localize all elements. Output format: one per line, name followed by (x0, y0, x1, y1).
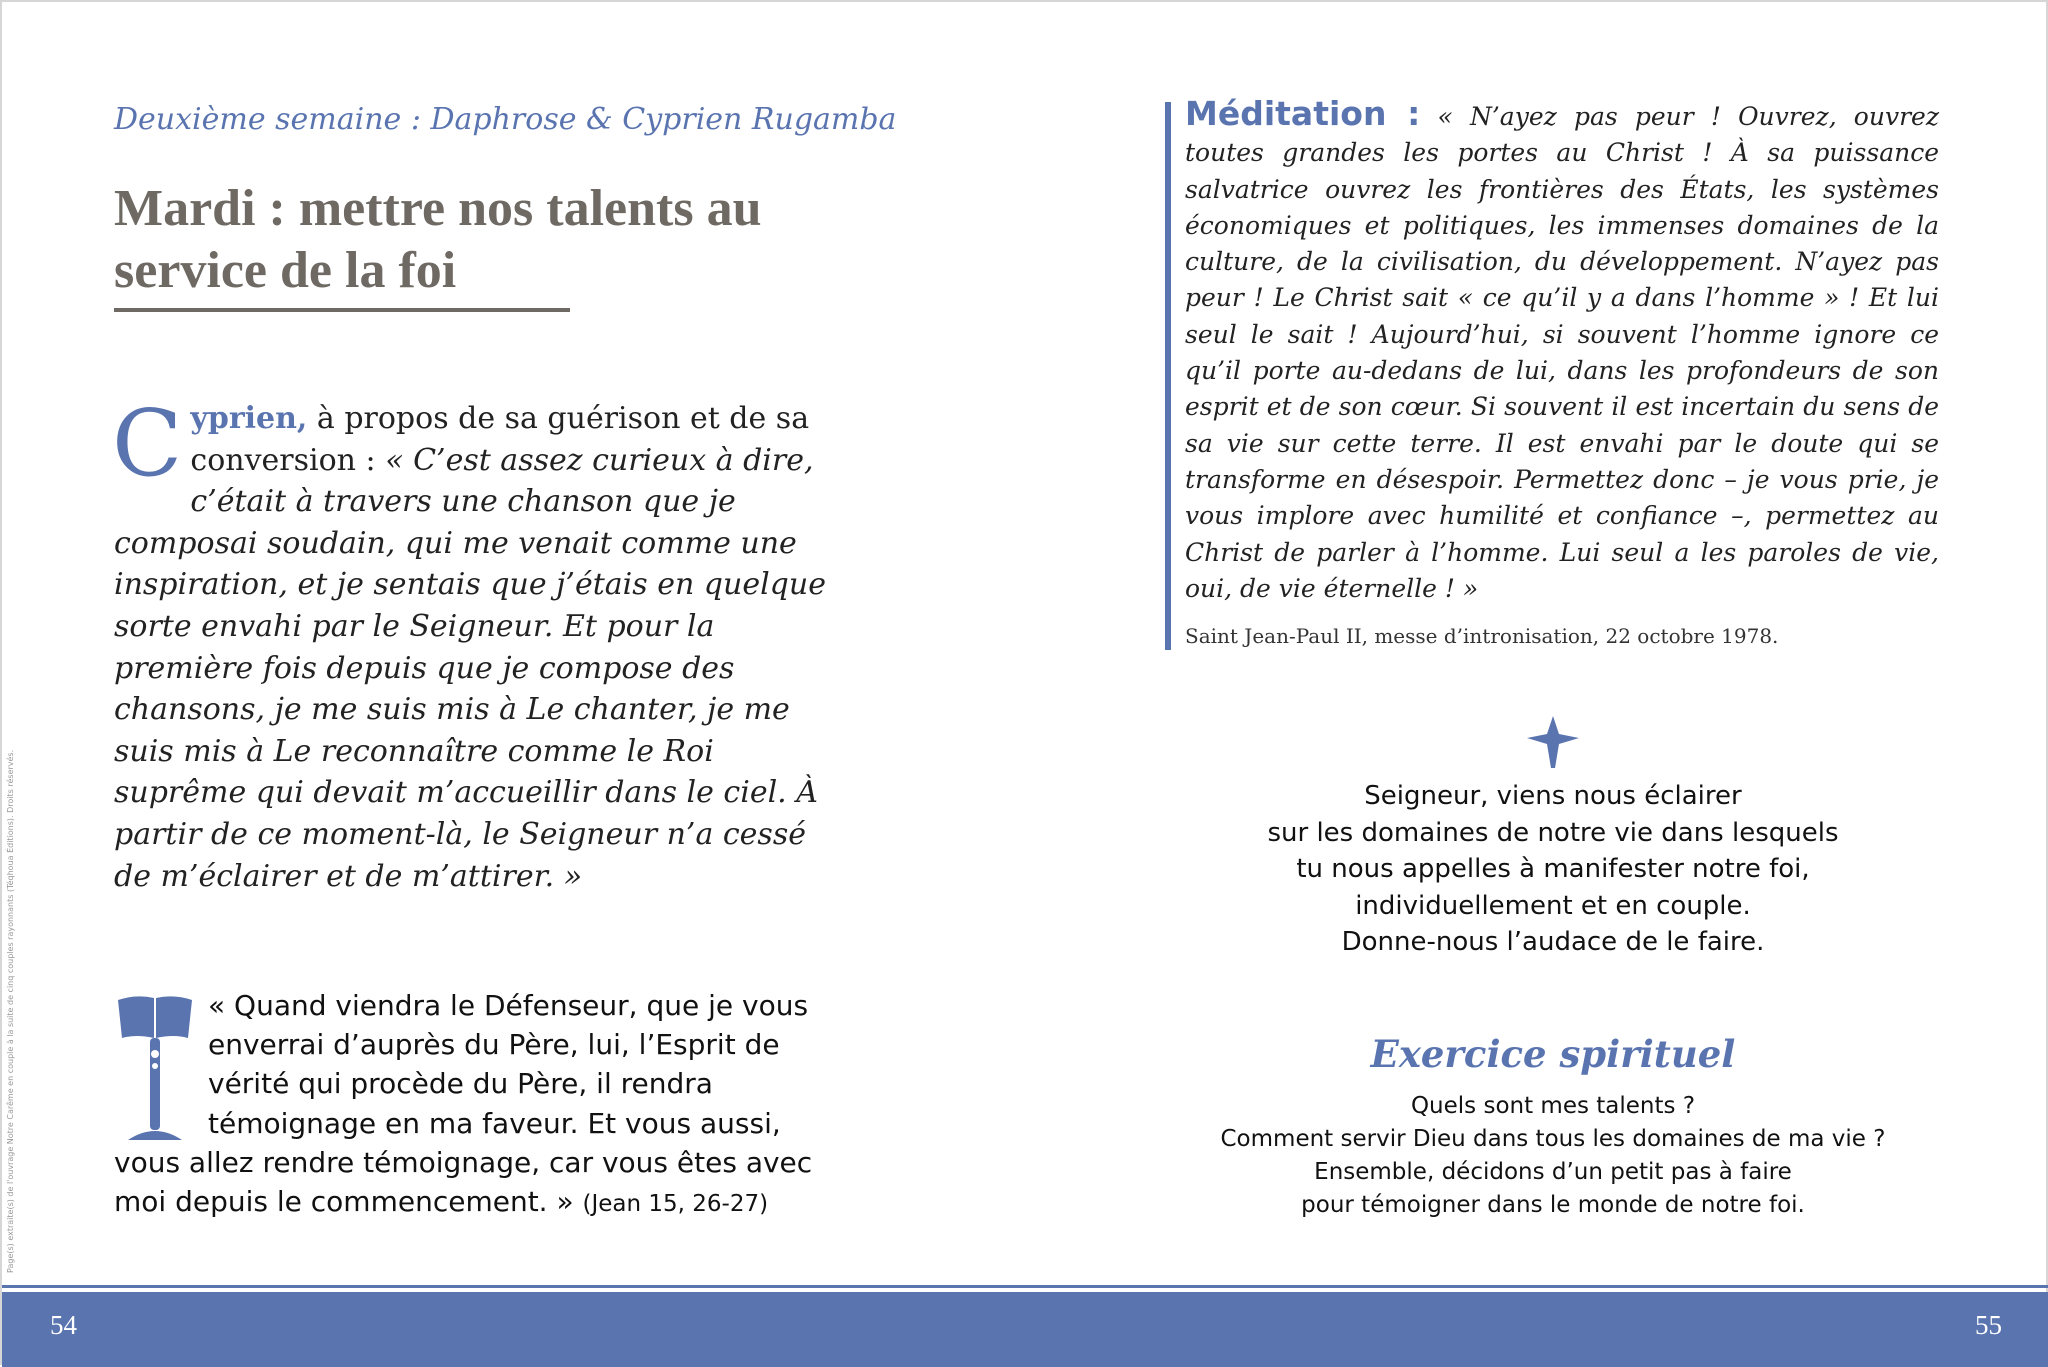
story-paragraph (112, 390, 834, 897)
drop-cap-letter: C (112, 390, 183, 497)
exercise-title: Exercice spirituel (1370, 1032, 1736, 1076)
exercise-line: Comment servir Dieu dans tous les domaines de ma vie ? (1220, 1126, 1886, 1152)
prayer-line: sur les domaines de notre vie dans lesquels (1267, 817, 1839, 848)
meditation-text: « N’ayez pas peur ! Ouvrez, ouvrez toutes grandes les portes au Christ ! À sa puissance salvatrice ouvrez les frontières des États, les systèmes économiques et politiques, les immenses domaines de la culture, de la civilisation, du développement. N’ayez pas peur ! Le Christ sait « ce qu’il y a dans l’homme » ! Et lui seul le sait ! Aujourd’hui, si souvent l’homme ignore ce qu’il porte au-dedans de lui, dans les profondeurs de son esprit et de son cœur. Si souvent il est incertain du sens de sa vie sur cette terre. Il est envahi par le doute qui se transforme en désespoir. Permettez donc – je vous prie, je vous implore avec humilité et confiance –, permettez au Christ de parler à l’homme. Lui seul a les paroles de vie, oui, de vie éternelle ! » (1185, 102, 1940, 603)
meditation-label: Méditation : (1185, 94, 1421, 133)
prayer-line: Seigneur, viens nous éclairer (1364, 781, 1742, 811)
exercise-block (1162, 1090, 1944, 1222)
cross-icon (1527, 716, 1579, 768)
footer-band (2, 1292, 2048, 1367)
book-on-stand-icon (114, 992, 196, 1142)
gospel-reference: (Jean 15, 26-27) (582, 1191, 769, 1218)
prayer-line: individuellement et en couple. (1355, 890, 1751, 921)
exercise-line: Ensemble, décidons d’un petit pas à faire (1314, 1159, 1792, 1185)
exercise-line: Quels sont mes talents ? (1410, 1093, 1696, 1119)
meditation-block (1185, 96, 1939, 607)
meditation-bar (1165, 102, 1171, 650)
page-number-left: 54 (50, 1310, 77, 1340)
page-number-right: 55 (1975, 1310, 2002, 1340)
story-quote: « C’est assez curieux à dire, c’était à travers une chanson que je composai soudain, qui me venait comme une inspiration, et je sentais que j’étais en quelque sorte envahi par le Seigneur. Et pour la première fois depuis que je compose des chansons, je me suis mis à Le chanter, je me suis mis à Le reconnaître comme le Roi suprême qui devait m’accueillir dans le ciel. À partir de ce moment-là, le Seigneur n’a cessé de m’éclairer et de m’attirer. » (114, 442, 826, 894)
week-kicker: Deuxième semaine : Daphrose & Cyprien Rugamba (114, 102, 897, 137)
gospel-text: « Quand viendra le Défenseur, que je vous enverrai d’auprès du Père, lui, l’Esprit de vérité qui procède du Père, il rendra témoignage en ma faveur. Et vous aussi, vous allez rendre témoignage, car vous êtes avec moi depuis le commencement. » (114, 989, 813, 1219)
prayer-block (1198, 778, 1908, 961)
footer-rule (2, 1285, 2048, 1288)
page-title: Mardi : mettre nos talents au service de la foi (114, 180, 762, 299)
title-underline (114, 308, 570, 312)
meditation-attribution: Saint Jean-Paul II, messe d’intronisation, 22 octobre 1978. (1185, 624, 1779, 648)
story-lead: yprien, (190, 401, 308, 436)
prayer-line: Donne-nous l’audace de le faire. (1341, 927, 1765, 958)
exercise-line: pour témoigner dans le monde de notre foi. (1301, 1192, 1805, 1218)
story-intro: à propos de sa guérison et de sa conversion : (190, 401, 810, 478)
prayer-line: tu nous appelles à manifester notre foi, (1296, 854, 1810, 885)
gospel-passage (114, 986, 842, 1224)
copyright-note: Page(s) extraite(s) de l'ouvrage Notre Carême en couple à la suite de cinq couples rayonnants (Téqhoua Éditions). Droits réservés. (6, 749, 15, 1273)
